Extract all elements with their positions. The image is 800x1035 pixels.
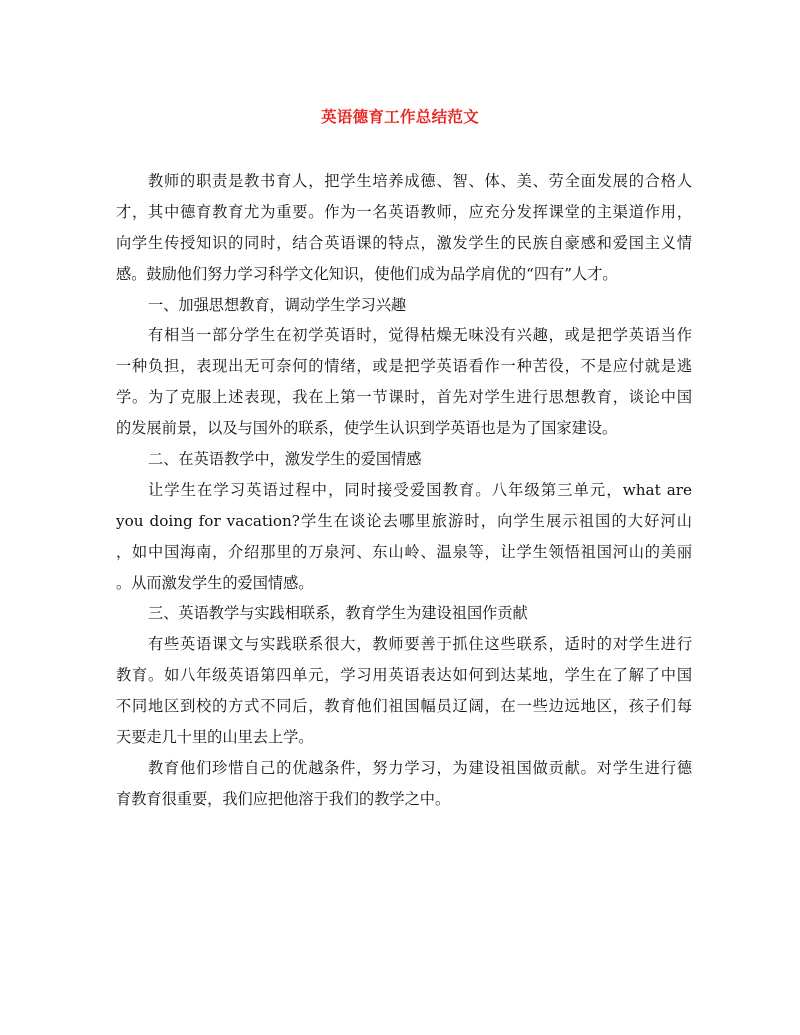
paragraph-1-line-3: 向学生传授知识的同时，结合英语课的特点，激发学生的民族自豪感和爱国主义情 xyxy=(116,233,692,252)
paragraph-2-line-3: 学。为了克服上述表现，我在上第一节课时，首先对学生进行思想教育，谈论中国 xyxy=(116,388,692,407)
paragraph-3-line-2: you doing for vacation?学生在谈论去哪里旅游时，向学生展示祖国的大好河山 xyxy=(116,511,692,530)
document-title: 英语德育工作总结范文 xyxy=(320,107,479,126)
paragraph-3-line-1: 让学生在学习英语过程中，同时接受爱国教育。八年级第三单元，what are xyxy=(148,480,692,499)
paragraph-3-line-4: 。从而激发学生的爱国情感。 xyxy=(116,573,314,592)
paragraph-5-line-1: 教育他们珍惜自己的优越条件，努力学习，为建设祖国做贡献。对学生进行德 xyxy=(148,758,692,777)
paragraph-2-line-2: 一种负担，表现出无可奈何的情绪，或是把学英语看作一种苦役，不是应付就是逃 xyxy=(116,357,692,376)
paragraph-2-line-1: 有相当一部分学生在初学英语时，觉得枯燥无味没有兴趣，或是把学英语当作 xyxy=(148,326,692,345)
section-heading-1: 一、加强思想教育，调动学生学习兴趣 xyxy=(148,295,407,314)
paragraph-4-line-3: 不同地区到校的方式不同后，教育他们祖国幅员辽阔，在一些边远地区，孩子们每 xyxy=(116,697,692,716)
paragraph-1-line-2: 才，其中德育教育尤为重要。作为一名英语教师，应充分发挥课堂的主渠道作用， xyxy=(116,202,692,221)
paragraph-3-line-3: ，如中国海南，介绍那里的万泉河、东山岭、温泉等，让学生领悟祖国河山的美丽 xyxy=(116,542,692,561)
section-heading-2: 二、在英语教学中，激发学生的爱国情感 xyxy=(148,450,422,469)
paragraph-4-line-1: 有些英语课文与实践联系很大，教师要善于抓住这些联系，适时的对学生进行 xyxy=(148,635,692,654)
paragraph-4-line-2: 教育。如八年级英语第四单元，学习用英语表达如何到达某地，学生在了解了中国 xyxy=(116,666,692,685)
paragraph-1-line-1: 教师的职责是教书育人，把学生培养成德、智、体、美、劳全面发展的合格人 xyxy=(148,172,692,190)
document-body xyxy=(116,166,692,815)
paragraph-2-line-4: 的发展前景，以及与国外的联系，使学生认识到学英语也是为了国家建设。 xyxy=(116,419,618,438)
section-heading-3: 三、英语教学与实践相联系，教育学生为建设祖国作贡献 xyxy=(148,604,528,623)
paragraph-1-line-4: 感。鼓励他们努力学习科学文化知识，使他们成为品学肩优的“四有”人才。 xyxy=(116,264,618,283)
paragraph-5-line-2: 育教育很重要，我们应把他溶于我们的教学之中。 xyxy=(116,789,451,808)
paragraph-4-line-4: 天要走几十里的山里去上学。 xyxy=(116,728,314,747)
